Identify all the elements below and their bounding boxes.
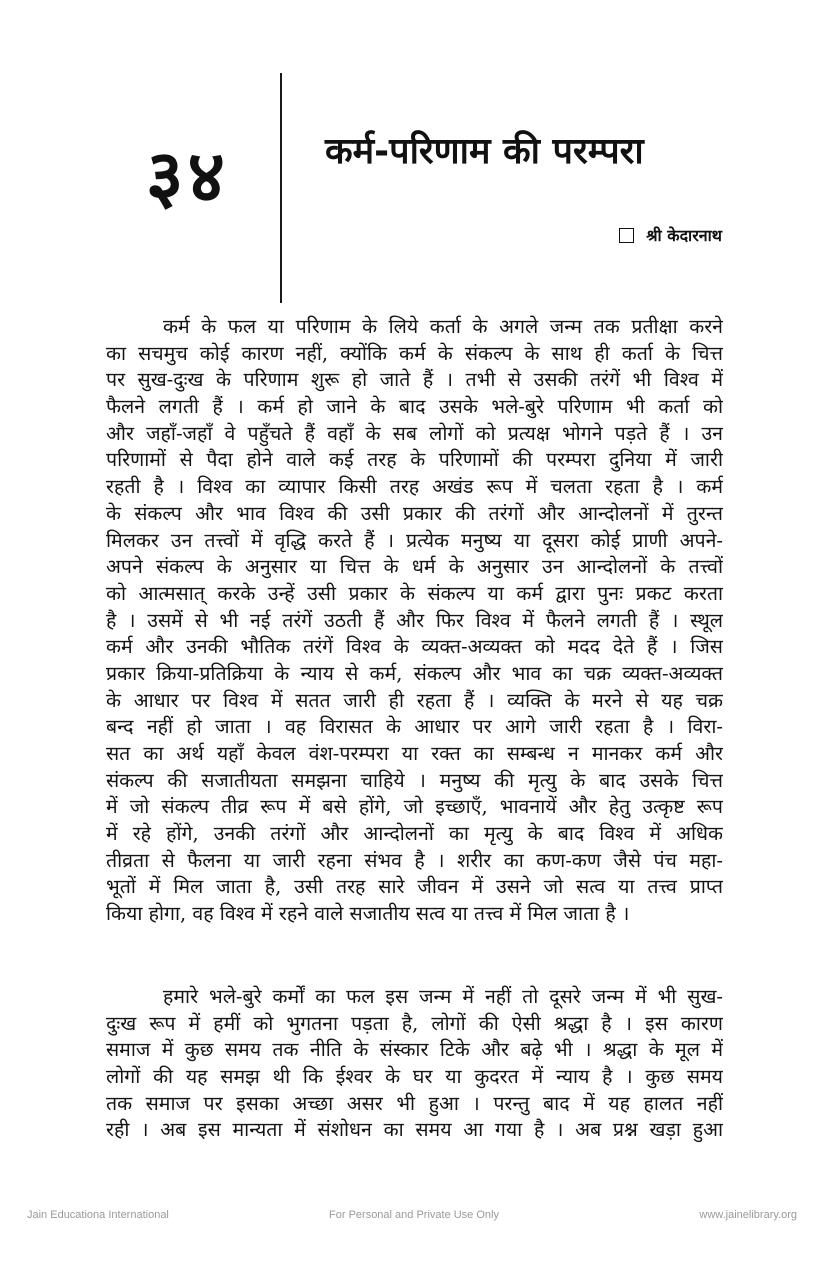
- text-line: और जहाँ-जहाँ वे पहुँचते हैं वहाँ के सब लोगों को प्रत्यक्ष भोगने पड़ते हैं । उन: [106, 421, 723, 445]
- text-line: पर सुख-दुःख के परिणाम शुरू हो जाते हैं । तभी से उसकी तरंगें भी विश्व में: [106, 368, 723, 392]
- text-line: दुःख रूप में हमीं को भुगतना पड़ता है, लोगों की ऐसी श्रद्धा है । इस कारण: [106, 1011, 723, 1035]
- text-line: है । उसमें से भी नई तरंगें उठती हैं और फिर विश्व में फैलने लगती हैं । स्थूल: [106, 608, 723, 632]
- text-line: मिलकर उन तत्त्वों में वृद्धि करते हैं । प्रत्येक मनुष्य या दूसरा कोई प्राणी अपने-: [106, 528, 723, 552]
- text-line: में रहे होंगे, उनकी तरंगों और आन्दोलनों का मृत्यु के बाद विश्व में अधिक: [106, 822, 723, 846]
- chapter-number: ३४: [146, 134, 229, 218]
- text-line: रहती है । विश्व का व्यापार किसी तरह अखंड रूप में चलता रहता है । कर्म: [106, 475, 723, 499]
- paragraph-1: [106, 314, 723, 928]
- text-line: का सचमुच कोई कारण नहीं, क्योंकि कर्म के संकल्प के साथ ही कर्ता के चित्त: [106, 341, 723, 365]
- text-line: रही । अब इस मान्यता में संशोधन का समय आ गया है । अब प्रश्न खड़ा हुआ: [106, 1118, 723, 1142]
- footer-usage-notice: For Personal and Private Use Only: [329, 1209, 499, 1221]
- text-line: परिणामों से पैदा होने वाले कई तरह के परिणामों की परम्परा दुनिया में जारी: [106, 448, 723, 472]
- text-line: समाज में कुछ समय तक नीति के संस्कार टिके और बढ़े भी । श्रद्धा के मूल में: [106, 1038, 723, 1062]
- text-line: कर्म के फल या परिणाम के लिये कर्ता के अगले जन्म तक प्रतीक्षा करने: [163, 315, 723, 338]
- text-line: हमारे भले-बुरे कर्मों का फल इस जन्म में नहीं तो दूसरे जन्म में भी सुख-: [163, 985, 723, 1008]
- page-footer: [0, 1209, 828, 1229]
- text-line: को आत्मसात् करके उन्हें उसी प्रकार के संकल्प या कर्म द्वारा पुनः प्रकट करता: [106, 581, 723, 605]
- text-line: में जो संकल्प तीव्र रूप में बसे होंगे, जो इच्छाएँ, भावनायें और हेतु उत्कृष्ट रूप: [106, 795, 723, 819]
- footer-website-link[interactable]: www.jainelibrary.org: [699, 1209, 797, 1221]
- paragraph-2: [106, 984, 723, 1144]
- author-byline: [619, 224, 722, 246]
- text-line: भूतों में मिल जाता है, उसी तरह सारे जीवन में उसने जो सत्व या तत्त्व प्राप्त: [106, 875, 723, 899]
- text-line: के संकल्प और भाव विश्व की उसी प्रकार की तरंगों और आन्दोलनों में तुरन्त: [106, 501, 723, 525]
- text-line: के आधार पर विश्व में सतत जारी ही रहता हैं । व्यक्ति के मरने से यह चक्र: [106, 688, 723, 712]
- square-bullet-icon: [619, 228, 634, 243]
- text-line: कर्म और उनकी भौतिक तरंगें विश्व के व्यक्त-अव्यक्त को मदद देते हैं । जिस: [106, 635, 723, 659]
- text-line: बन्द नहीं हो जाता । वह विरासत के आधार पर आगे जारी रहता है । विरा-: [106, 715, 723, 739]
- vertical-divider: [280, 73, 282, 303]
- text-line: तीव्रता से फैलना या जारी रहना संभव है । शरीर का कण-कण जैसे पंच महा-: [106, 848, 723, 872]
- text-line: अपने संकल्प के अनुसार या चित्त के धर्म के अनुसार उन आन्दोलनों के तत्त्वों: [106, 555, 723, 579]
- article-title: कर्म-परिणाम की परम्परा: [325, 131, 644, 172]
- author-name: श्री केदारनाथ: [646, 226, 722, 245]
- text-line: तक समाज पर इसका अच्छा असर भी हुआ । परन्तु बाद में यह हालत नहीं: [106, 1091, 723, 1115]
- text-line: सत का अर्थ यहाँ केवल वंश-परम्परा या रक्त का सम्बन्ध न मानकर कर्म और: [106, 742, 723, 765]
- text-line: किया होगा, वह विश्व में रहने वाले सजातीय सत्व या तत्त्व में मिल जाता है ।: [106, 902, 630, 926]
- text-line: संकल्प की सजातीयता समझना चाहिये । मनुष्य की मृत्यु के बाद उसके चित्त: [106, 768, 723, 792]
- text-line: लोगों की यह समझ थी कि ईश्वर के घर या कुदरत में न्याय है । कुछ समय: [106, 1065, 723, 1089]
- footer-publisher: Jain Educationa International: [27, 1209, 169, 1221]
- text-line: प्रकार क्रिया-प्रतिक्रिया के न्याय से कर्म, संकल्प और भाव का चक्र व्यक्त-अव्यक्त: [106, 661, 723, 685]
- text-line: फैलने लगती हैं । कर्म हो जाने के बाद उसके भले-बुरे परिणाम भी कर्ता को: [106, 395, 723, 419]
